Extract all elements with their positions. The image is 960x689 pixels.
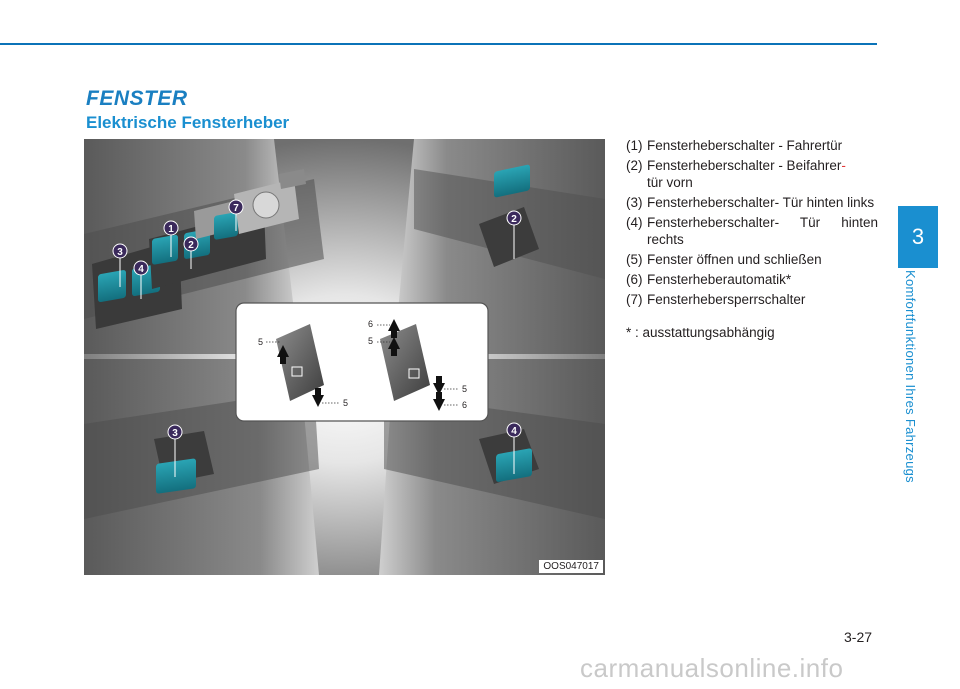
- item-number: (6): [626, 272, 643, 287]
- window-switch-figure: [84, 139, 605, 575]
- list-item: [626, 214, 878, 248]
- inset-label-6-right-down: 6: [462, 400, 468, 410]
- item-text: [647, 157, 878, 191]
- item-text-part-b: tür vorn: [647, 175, 693, 190]
- item-number: (7): [626, 292, 643, 307]
- callout-2: 2: [188, 240, 194, 251]
- inset-label-6-right-up: 6: [368, 319, 374, 329]
- inset-label-5-left-down: 5: [343, 398, 349, 408]
- callout-4: 4: [138, 264, 144, 275]
- callout-7: 7: [233, 203, 239, 214]
- item-number: (1): [626, 138, 643, 153]
- page-number: 3-27: [844, 629, 873, 645]
- inset-label-5-right-up: 5: [368, 336, 374, 346]
- figure-code: OOS047017: [539, 560, 603, 573]
- item-number: (2): [626, 158, 643, 173]
- item-text: Fensterheberschalter- Tür hinten links: [647, 195, 875, 210]
- list-item: [626, 157, 878, 191]
- chapter-tab: 3: [898, 206, 938, 268]
- section-title: FENSTER: [86, 87, 188, 110]
- item-text: Fenster öffnen und schließen: [647, 252, 822, 267]
- item-text: Fensterheberschalter - Fahrertür: [647, 138, 843, 153]
- item-number: (5): [626, 252, 643, 267]
- list-item: [626, 194, 878, 211]
- inset-label-5-right-down: 5: [462, 384, 468, 394]
- item-text: Fensterheberschalter- Tür hinten rechts: [647, 215, 878, 247]
- callout-3: 3: [117, 247, 123, 258]
- item-text-part-a: Fensterheberschalter - Beifahrer: [647, 158, 842, 173]
- item-number: (4): [626, 215, 643, 230]
- door-panels-illustration: [84, 139, 605, 575]
- item-text: Fensterhebersperrschalter: [647, 292, 806, 307]
- watermark: carmanualsonline.info: [580, 653, 844, 683]
- chapter-title: Komfortfunktionen Ihres Fahrzeugs: [903, 270, 918, 483]
- list-item: [626, 271, 878, 288]
- callout-4-rear: 4: [511, 426, 517, 437]
- callout-3-rear: 3: [172, 428, 178, 439]
- hyphen-mark: -: [841, 158, 846, 173]
- inset-label-5-left-up: 5: [258, 337, 264, 347]
- footnote: * : ausstattungsabhängig: [626, 325, 775, 340]
- list-item: [626, 251, 878, 268]
- top-rule: [0, 43, 877, 45]
- subtitle: Elektrische Fensterheber: [86, 113, 290, 132]
- item-number: (3): [626, 195, 643, 210]
- callout-1: 1: [168, 224, 174, 235]
- list-item: [626, 137, 878, 154]
- callout-2-right: 2: [511, 214, 517, 225]
- list-item: [626, 291, 878, 308]
- item-text: Fensterheberautomatik*: [647, 272, 792, 287]
- inset-detail: [236, 303, 488, 421]
- legend-list: [626, 137, 878, 341]
